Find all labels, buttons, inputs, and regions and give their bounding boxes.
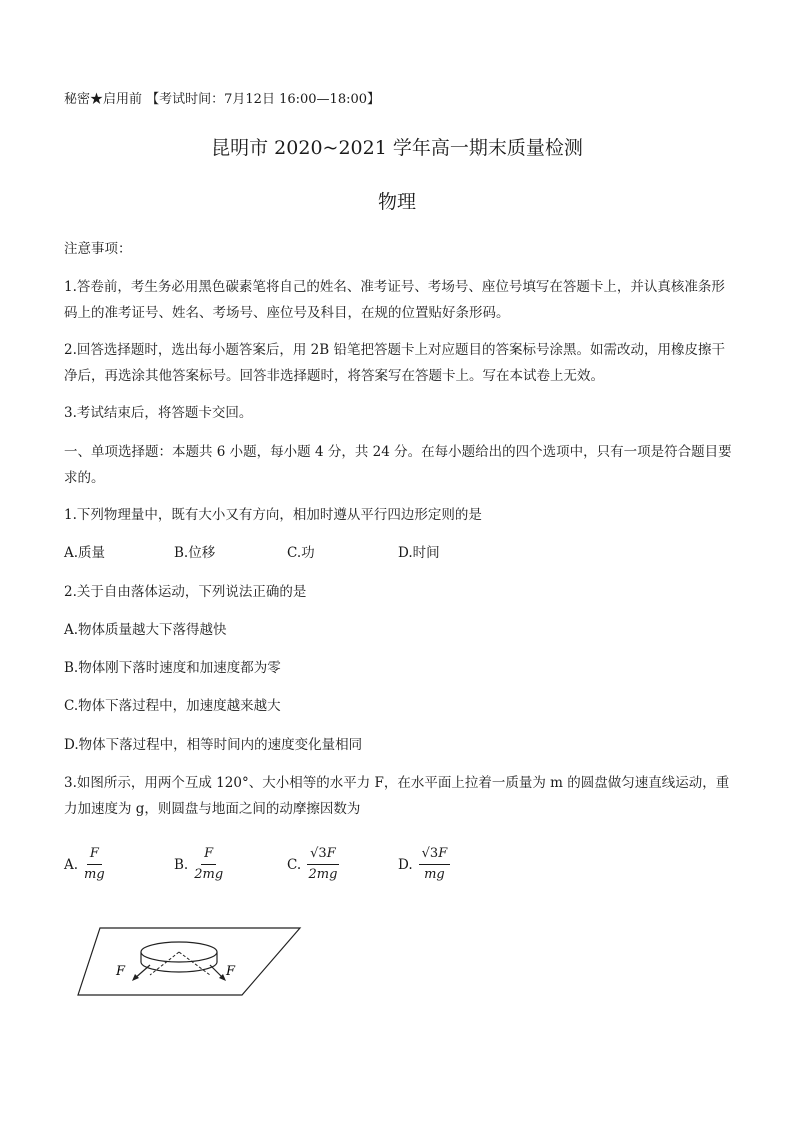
- fraction-numerator: F: [438, 846, 448, 861]
- fraction-denominator: 2mg: [194, 867, 224, 882]
- q1-option-d: D.时间: [398, 545, 440, 561]
- option-label: A.: [64, 856, 79, 873]
- force-label-right: F: [226, 964, 236, 979]
- q2-option-d: D.物体下落过程中，相等时间内的速度变化量相同: [64, 737, 363, 753]
- fraction-numerator: F: [87, 846, 102, 865]
- notice-item-2: 2.回答选择题时，选出每小题答案后，用 2B 铅笔把答题卡上对应题目的答案标号涂黑。如需改动，用橡皮擦干净后，再选涂其他答案标号。回答非选择题时，将答案写在答题卡上。写在本试卷上无效。: [64, 342, 725, 384]
- option-label: B.: [174, 856, 189, 873]
- option-label: C.: [287, 856, 302, 873]
- q3-option-a: [64, 846, 105, 883]
- secret-label: 秘密★启用前 【考试时间：7月12日 16:00—18:00】: [64, 92, 381, 107]
- q2-option-a: A.物体质量越大下落得越快: [64, 622, 227, 638]
- q3-stem: 3.如图所示，用两个互成 120°、大小相等的水平力 F，在水平面上拉着一质量为 m 的圆盘做匀速直线运动，重力加速度为 g，则圆盘与地面之间的动摩擦因数为: [64, 775, 730, 817]
- q3-figure-disk-on-plane: [72, 925, 302, 1005]
- q2-stem: 2.关于自由落体运动，下列说法正确的是: [64, 584, 307, 600]
- q1-stem: 1.下列物理量中，既有大小又有方向，相加时遵从平行四边形定则的是: [64, 507, 482, 523]
- q2-option-c: C.物体下落过程中，加速度越来越大: [64, 698, 281, 714]
- fraction-denominator: mg: [424, 867, 445, 882]
- q3-option-c: [287, 846, 339, 883]
- q1-option-c: C.功: [287, 545, 315, 561]
- force-label-left: F: [116, 964, 126, 979]
- q3-option-b: [174, 846, 223, 883]
- fraction-numerator: F: [326, 846, 336, 861]
- q1-option-a: A.质量: [64, 545, 106, 561]
- notice-heading: 注意事项：: [64, 241, 132, 257]
- sqrt-three: √3: [421, 846, 439, 861]
- exam-title: 昆明市 2020~2021 学年高一期末质量检测: [211, 137, 583, 159]
- notice-item-1: 1.答卷前，考生务必用黑色碳素笔将自己的姓名、准考证号、考场号、座位号填写在答题卡上，并认真核准条形码上的准考证号、姓名、考场号、座位号及科目，在规的位置贴好条形码。: [64, 279, 725, 321]
- option-label: D.: [398, 856, 413, 873]
- section-heading: 一、单项选择题：本题共 6 小题，每小题 4 分，共 24 分。在每小题给出的四个选项中，只有一项是符合题目要求的。: [64, 444, 732, 486]
- q3-option-d: [398, 846, 450, 883]
- fraction-denominator: 2mg: [308, 867, 338, 882]
- fraction-denominator: mg: [84, 867, 105, 882]
- fraction-numerator: F: [201, 846, 216, 865]
- notice-item-3: 3.考试结束后，将答题卡交回。: [64, 405, 253, 421]
- sqrt-three: √3: [310, 846, 327, 861]
- q1-option-b: B.位移: [174, 545, 216, 561]
- q2-option-b: B.物体刚下落时速度和加速度都为零: [64, 660, 281, 676]
- subject-title: 物理: [377, 191, 416, 213]
